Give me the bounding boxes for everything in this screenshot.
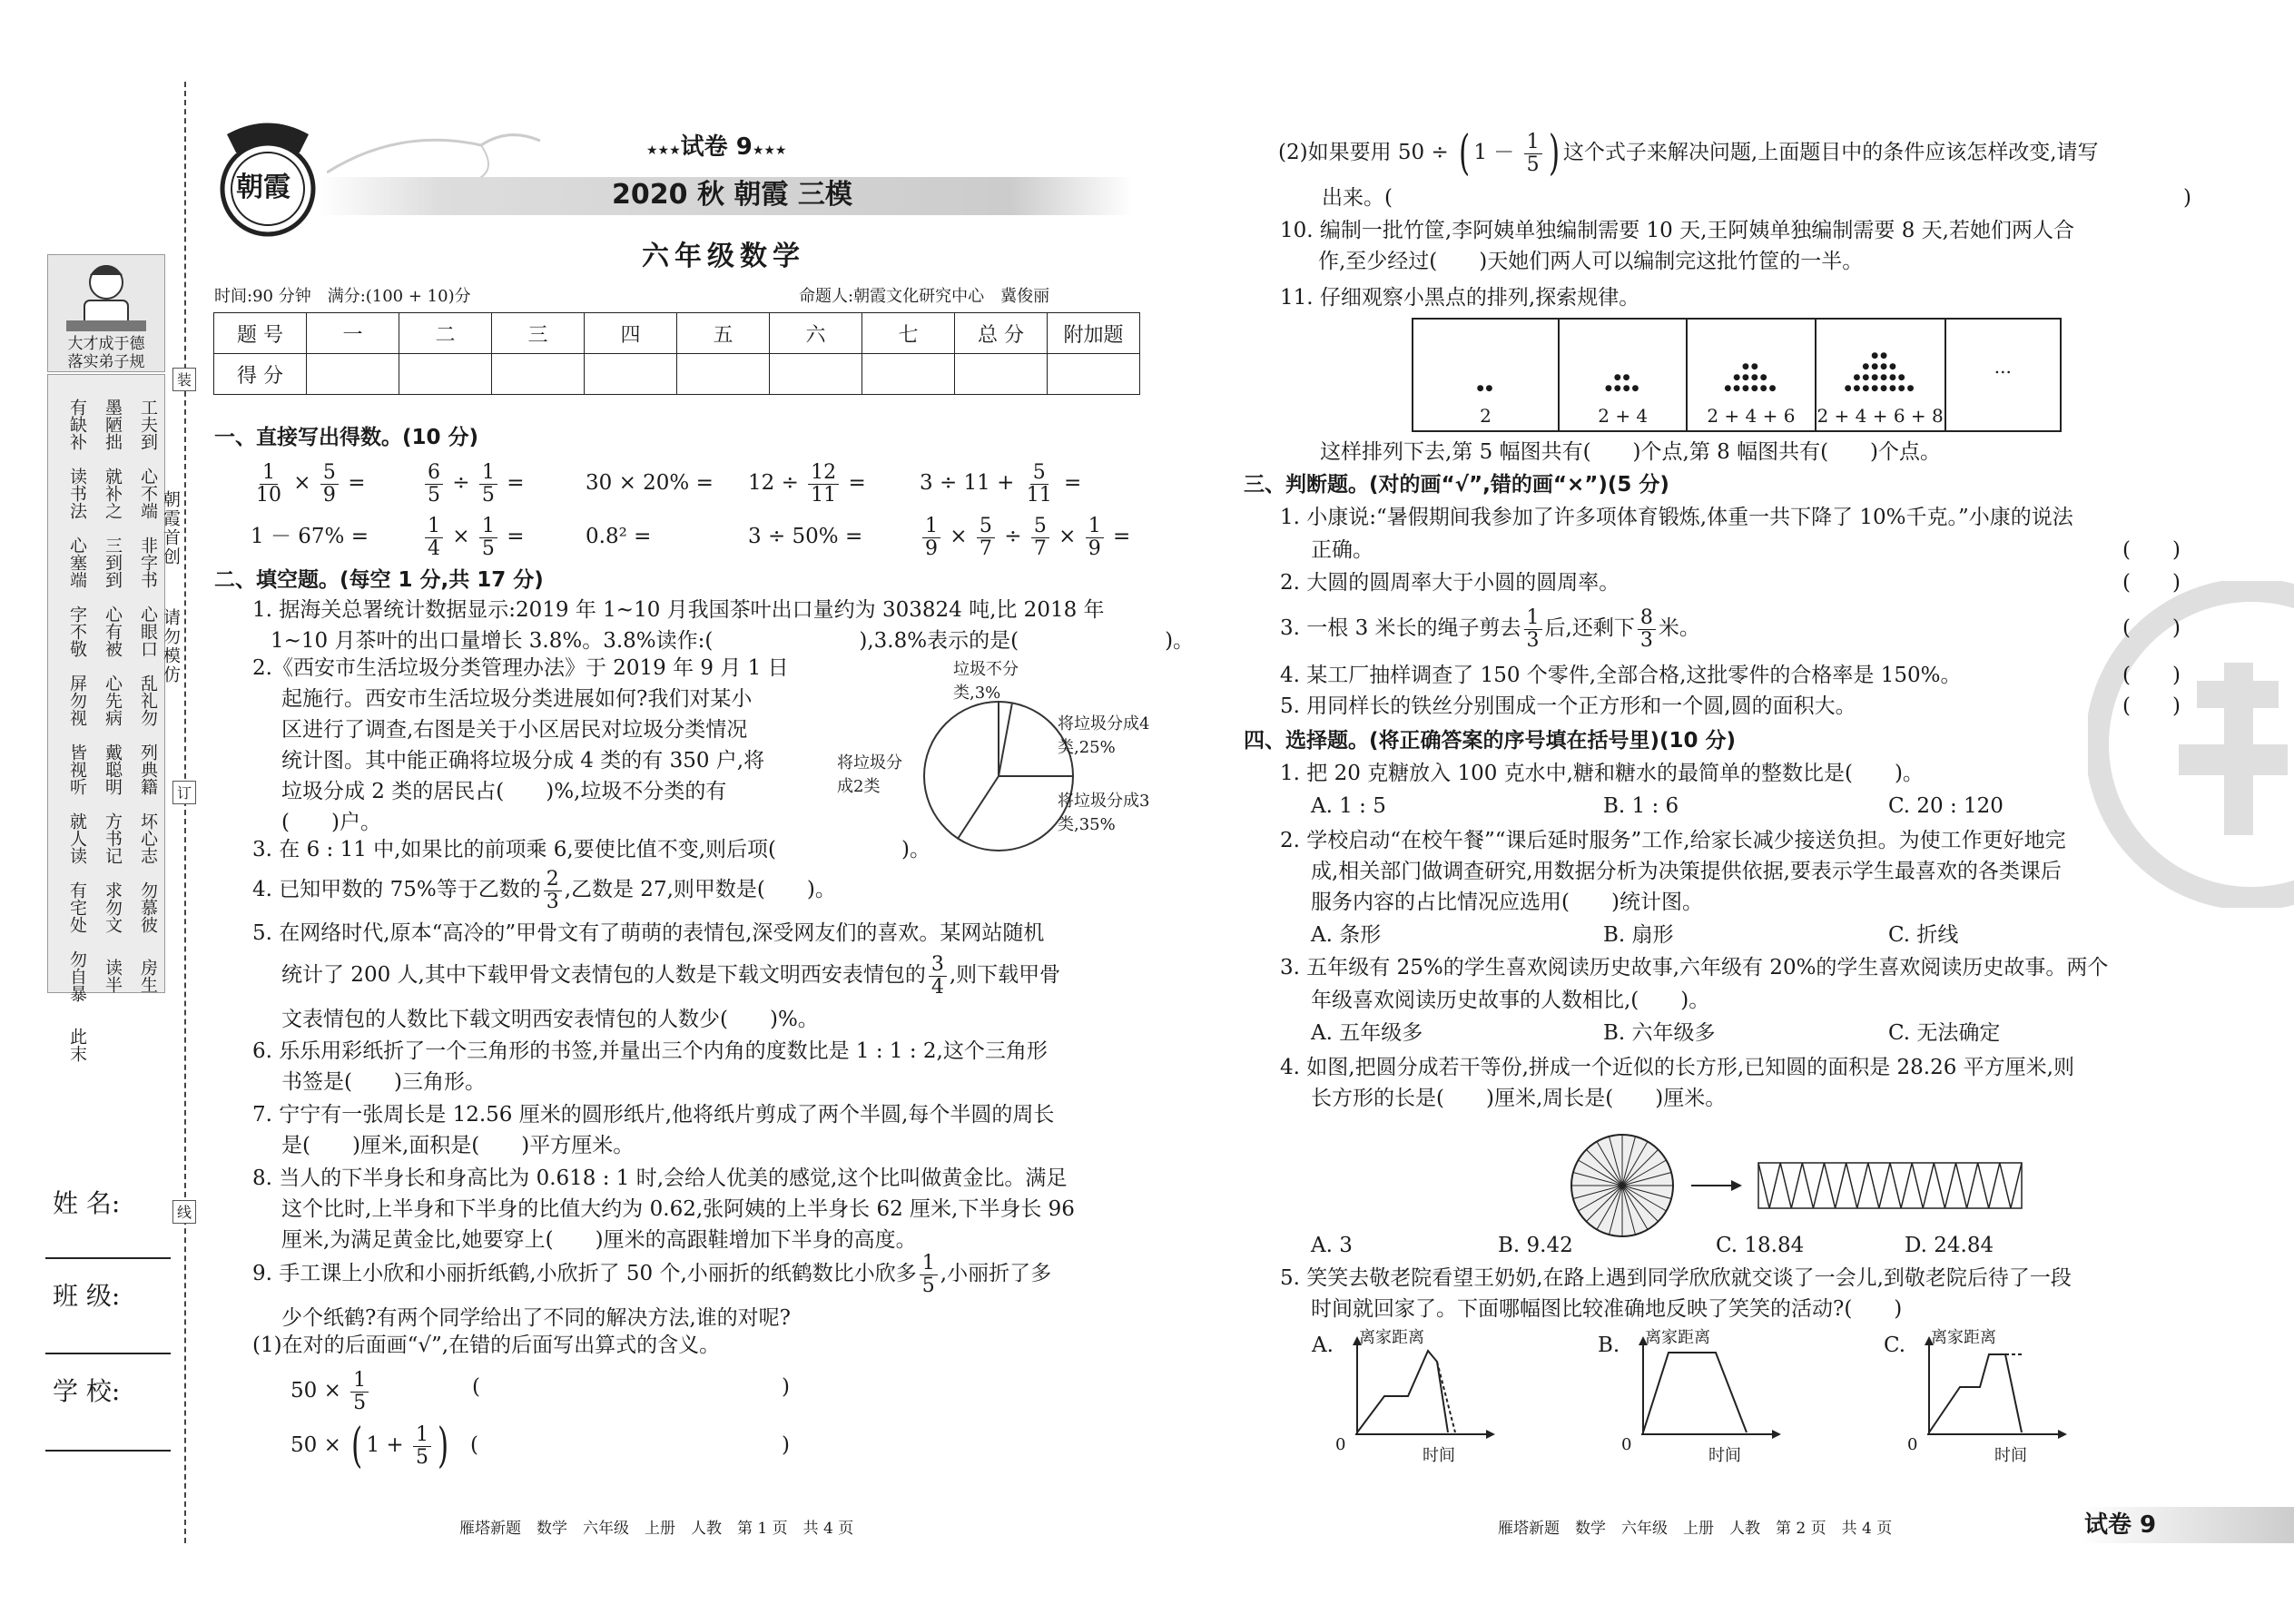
proverb-cell: 列典籍	[138, 743, 158, 795]
choice-4-line2: 长方形的长是( )厘米,周长是( )厘米。	[1311, 1087, 1727, 1110]
graph-option-letter[interactable]: A.	[1312, 1334, 1334, 1357]
proverb-cell: 心不端	[138, 467, 158, 519]
choice-5-line2: 时间就回家了。下面哪幅图比较准确地反映了笑笑的活动?( )	[1311, 1297, 1903, 1321]
judge-1-line2: 正确。	[1311, 538, 1373, 562]
score-header-cell: 六	[770, 313, 862, 354]
author-info: 命题人:朝霞文化研究中心 冀俊丽	[799, 287, 1050, 306]
proverb-cell: 就人读	[67, 812, 87, 864]
q1-line2: 1~10 月茶叶的出口量增长 3.8%。3.8%读作:( ),3.8%表示的是( )。	[271, 629, 1195, 653]
series-label	[646, 133, 786, 165]
dot-label: ...	[1994, 356, 2012, 378]
q10-line2: 作,至少经过( )天她们两人可以编制完这批竹筐的一半。	[1318, 250, 1864, 273]
exam-title: 2020 秋 朝霞 三模	[612, 179, 852, 211]
graph-x-label: 时间	[1423, 1446, 1455, 1465]
calc-8: 0.8² =	[586, 525, 652, 548]
proverb-cell: 屏勿视	[67, 674, 87, 726]
q11: 11. 仔细观察小黑点的排列,探索规律。	[1280, 286, 1640, 310]
choice-4-opt-a[interactable]: A. 3	[1311, 1234, 1353, 1257]
choice-2-opt-c[interactable]: C. 折线	[1888, 923, 1959, 947]
vertical-note-2: 请勿模仿	[161, 608, 181, 684]
proverb-cell: 有缺补	[67, 398, 87, 450]
score-row-label: 得 分	[214, 354, 307, 395]
choice-3-opt-a[interactable]: A. 五年级多	[1311, 1021, 1423, 1045]
binding-mark-2: 订	[172, 781, 196, 804]
pie-chart	[917, 694, 1080, 858]
q3: 3. 在 6 : 11 中,如果比的前项乘 6,要使比值不变,则后项( )。	[252, 838, 930, 861]
q2-line6: ( )户。	[281, 811, 381, 834]
proverb-cell: 皆视听	[67, 743, 87, 795]
proverb-cell: 勿自暴	[67, 950, 87, 1002]
score-header-cell: 七	[862, 313, 955, 354]
calc-5-prefix: 3 ÷ 11 +	[920, 471, 1015, 495]
proverb-cell: 戴聪明	[103, 743, 123, 795]
dot-cell	[1413, 320, 1560, 430]
q4-prefix: 4. 已知甲数的 75%等于乙数的	[252, 878, 541, 901]
section4-title: 四、选择题。(将正确答案的序号填在括号里)(10 分)	[1244, 729, 1737, 753]
choice-1-opt-a[interactable]: A. 1 : 5	[1311, 794, 1386, 818]
q5-line1: 5. 在网络时代,原本“高冷的”甲骨文有了萌萌的表情包,深受网友们的喜欢。某网站随机	[252, 921, 1045, 945]
choice-5-line1: 5. 笑笑去敬老院看望王奶奶,在路上遇到同学欣欣就交谈了一会儿,到敬老院后待了一段	[1280, 1266, 2072, 1290]
choice-4-opt-d[interactable]: D. 24.84	[1905, 1234, 1994, 1257]
graph-y-label: 离家距离	[1359, 1328, 1424, 1347]
time-info: 时间:90 分钟 满分:(100 + 10)分	[214, 287, 471, 306]
proverb-cell: 方书记	[103, 812, 123, 864]
proverb-cell: 心先病	[103, 674, 123, 726]
choice-1-opt-c[interactable]: C. 20 : 120	[1888, 794, 2004, 818]
score-header-cell: 二	[399, 313, 492, 354]
proverb-cell: 三到到	[103, 536, 123, 588]
q5-line2: 统计了 200 人,其中下载甲骨文表情包的人数是下载文明西安表情包的 $\frac{3}{4}$ ,则下载甲骨	[281, 952, 1061, 999]
distance-time-graph	[1911, 1334, 2074, 1452]
judge-5: 5. 用同样长的铁丝分别围成一个正方形和一个圆,圆的面积大。	[1280, 694, 1856, 718]
proverb-cell: 心塞端	[67, 536, 87, 588]
calc-7: $\frac{1}{4}$ × $\frac{1}{5}$ =	[422, 511, 525, 562]
proverb-cell: 勿慕彼	[138, 881, 158, 933]
choice-2-opt-b[interactable]: B. 扇形	[1603, 923, 1674, 947]
q9-part2-tail: 这个式子来解决问题,上面题目中的条件应该怎样改变,请写	[1562, 141, 2099, 164]
graph-origin: 0	[1621, 1435, 1632, 1454]
section2-title: 二、填空题。(每空 1 分,共 17 分)	[214, 568, 544, 592]
q4: 4. 已知甲数的 75%等于乙数的 $\frac{2}{3}$ ,乙数是 27,则甲数是( )。	[252, 867, 836, 913]
judge-3-b: 后,还剩下	[1544, 616, 1635, 640]
dot-group: ●● ●●●●	[1604, 373, 1641, 393]
calc-3: 30 × 20% =	[586, 471, 714, 495]
score-header-cell: 三	[492, 313, 585, 354]
q9-part2-prefix: (2)如果要用 50 ÷	[1278, 141, 1449, 164]
q9-line1: 9. 手工课上小欣和小丽折纸鹤,小欣折了 50 个,小丽折的纸鹤数比小欣多 $\frac{1}{5}$ ,小丽折了多	[252, 1251, 1052, 1297]
judge-5-answer[interactable]: ( )	[2122, 694, 2181, 718]
choice-3-line2: 年级喜欢阅读历史故事的人数相比,( )。	[1311, 989, 1710, 1012]
dot-label: 2 + 4 + 6 + 8	[1816, 405, 1944, 427]
proverb-cell: 工夫到	[138, 398, 158, 450]
school-field[interactable]	[45, 1450, 171, 1452]
calc-4: 12 ÷ $\frac{12}{11}$ =	[748, 460, 866, 507]
dashed-binding-line	[184, 82, 186, 1543]
q5-line2-tail: ,则下载甲骨	[949, 963, 1061, 987]
mascot-box	[47, 254, 165, 372]
choice-1: 1. 把 20 克糖放入 100 克水中,糖和糖水的最简单的整数比是( )。	[1280, 762, 1924, 785]
score-input-cell[interactable]	[399, 354, 492, 395]
proverb-cell: 房生	[138, 959, 158, 993]
proverb-cell: 读半	[103, 959, 123, 993]
graph-option-letter[interactable]: C.	[1884, 1334, 1906, 1357]
q4-suffix: ,乙数是 27,则甲数是( )。	[564, 878, 836, 901]
choice-2-line3: 服务内容的占比情况应选用( )统计图。	[1311, 891, 1703, 914]
score-header-cell: 五	[677, 313, 770, 354]
choice-2-line2: 成,相关部门做调查研究,用数据分析为决策提供依据,要表示学生最喜欢的各类课后	[1311, 860, 2062, 883]
binding-mark-3: 线	[172, 1200, 196, 1224]
judge-2-answer[interactable]: ( )	[2122, 571, 2181, 595]
judge-3-c: 米。	[1658, 616, 1700, 640]
class-label: 班 级:	[53, 1281, 121, 1311]
q9-answer-1[interactable]: ( )	[472, 1375, 790, 1399]
judge-3: 3. 一根 3 米长的绳子剪去 $\frac{1}{3}$ 后,还剩下 $\frac{8}{3}$ 米。	[1280, 605, 1700, 652]
q9-method-2: 50 × ( 1 + $\frac{1}{5}$ )	[290, 1419, 449, 1473]
footer-left: 雁塔新题 数学 六年级 上册 人教 第 1 页 共 4 页	[459, 1520, 854, 1538]
choice-3-opt-b[interactable]: B. 六年级多	[1603, 1021, 1716, 1045]
proverb-cell: 求勿文	[103, 881, 123, 933]
q8-line1: 8. 当人的下半身长和身高比为 0.618 : 1 时,会给人优美的感觉,这个比叫做黄金比。满足	[252, 1166, 1068, 1190]
q2-line2: 起施行。西安市生活垃圾分类进展如何?我们对某小	[281, 687, 753, 711]
score-input-cell[interactable]	[492, 354, 585, 395]
score-header-cell: 题 号	[214, 313, 307, 354]
dot-label: 2	[1480, 405, 1492, 427]
dot-cell	[1946, 320, 2060, 430]
binding-mark-1: 装	[172, 368, 196, 391]
choice-4-line1: 4. 如图,把圆分成若干等份,拼成一个近似的长方形,已知圆的面积是 28.26 平方厘米,则	[1280, 1056, 2074, 1079]
q5-line3: 文表情包的人数比下载文明西安表情包的人数少( )%。	[281, 1008, 819, 1031]
calc-6: 1 － 67% =	[251, 525, 369, 548]
proverb-cell: 墨陋拙	[103, 398, 123, 450]
q6-line1: 6. 乐乐用彩纸折了一个三角形的书签,并量出三个内角的度数比是 1 : 1 : 2,这个三角形	[252, 1039, 1048, 1063]
footer-right: 雁塔新题 数学 六年级 上册 人教 第 2 页 共 4 页	[1498, 1520, 1893, 1538]
binding-strip	[0, 0, 191, 1624]
vertical-note-1: 朝霞首创	[161, 490, 181, 566]
calc-5: 3 ÷ 11 + $\frac{5}{11}$ =	[920, 460, 1082, 507]
q7-line2: 是( )厘米,面积是( )平方厘米。	[281, 1134, 635, 1157]
score-table	[213, 312, 1140, 395]
graph-y-label: 离家距离	[1645, 1328, 1710, 1347]
watermark-seal	[2088, 581, 2294, 908]
proverb-cell: 此末	[67, 1028, 87, 1062]
judge-4: 4. 某工厂抽样调查了 150 个零件,全部合格,这批零件的合格率是 150%。	[1280, 664, 1962, 687]
dot-group: ●●	[1476, 384, 1495, 393]
q9-method-1: 50 × $\frac{1}{5}$	[290, 1363, 371, 1418]
score-input-cell[interactable]	[955, 354, 1048, 395]
score-header-cell: 总 分	[955, 313, 1048, 354]
score-input-cell[interactable]	[862, 354, 955, 395]
proverb-cell: 坏心志	[138, 812, 158, 864]
q8-line2: 这个比时,上半身和下半身的比值大约为 0.62,张阿姨的上半身长 62 厘米,下半身长 96	[281, 1197, 1075, 1221]
calc-10: $\frac{1}{9}$ × $\frac{5}{7}$ ÷ $\frac{5}{7}$ × $\frac{1}{9}$ =	[920, 511, 1130, 562]
proverb-cell: 字不敬	[67, 605, 87, 657]
distance-time-graph	[1625, 1334, 1788, 1452]
score-header-cell: 四	[585, 313, 677, 354]
pie-label-3: 将垃圾分成3类,35%	[1058, 792, 1150, 834]
section3-title: 三、判断题。(对的画“√”,错的画“×”)(5 分)	[1244, 473, 1669, 497]
section1-title: 一、直接写出得数。(10 分)	[214, 426, 479, 449]
proverb-box	[47, 374, 165, 1062]
star-icon: ★★★	[646, 143, 681, 158]
q9-line1-text: 9. 手工课上小欣和小丽折纸鹤,小欣折了 50 个,小丽折的纸鹤数比小欣多	[252, 1262, 917, 1285]
calc-2: $\frac{6}{5}$ ÷ $\frac{1}{5}$ =	[422, 458, 525, 508]
motto-line-1: 大才成于德	[67, 335, 145, 353]
judge-4-answer[interactable]: ( )	[2122, 664, 2181, 687]
proverb-cell: 有宅处	[67, 881, 87, 933]
q2-line3: 区进行了调查,右图是关于小区居民对垃圾分类情况	[281, 718, 748, 742]
q9-line1-tail: ,小丽折了多	[940, 1262, 1052, 1285]
score-input-cell[interactable]	[307, 354, 399, 395]
q9-line2: 少个纸鹤?有两个同学给出了不同的解决方法,谁的对呢?	[281, 1306, 791, 1330]
series-text: 试卷 9	[680, 133, 753, 161]
pie-label-none: 垃圾不分类,3%	[953, 660, 1019, 703]
judge-1-answer[interactable]: ( )	[2122, 538, 2181, 562]
choice-3-opt-c[interactable]: C. 无法确定	[1888, 1021, 2001, 1045]
q9-part2-line1: (2)如果要用 50 ÷ ( 1 － $\frac{1}{5}$ ) 这个式子来解决问题,上面题目中的条件应该怎样改变,请写	[1278, 126, 2099, 181]
subject-title: 六年级数学	[642, 241, 805, 272]
q5-line2-text: 统计了 200 人,其中下载甲骨文表情包的人数是下载文明西安表情包的	[281, 963, 926, 987]
logo-badge: 朝霞	[236, 172, 290, 203]
choice-2-opt-a[interactable]: A. 条形	[1311, 923, 1382, 947]
proverb-cell: 心有被	[103, 605, 123, 657]
proverb-cell: 乱礼勿	[138, 674, 158, 726]
pie-label-2: 将垃圾分成2类	[837, 753, 902, 796]
proverb-cell: 非字书	[138, 536, 158, 588]
q7-line1: 7. 宁宁有一张周长是 12.56 厘米的圆形纸片,他将纸片剪成了两个半圆,每个半圆的周长	[252, 1103, 1055, 1127]
dot-label: 2 + 4	[1598, 405, 1649, 427]
distance-time-graph	[1339, 1334, 1502, 1452]
proverb-cell: 读书法	[67, 467, 87, 519]
circle-to-rectangle-diagram	[1566, 1131, 2038, 1240]
dot-group: ●● ●●●● ●●●●●●	[1724, 362, 1778, 393]
name-field[interactable]	[45, 1257, 171, 1259]
q1-line1: 1. 据海关总署统计数据显示:2019 年 1~10 月我国茶叶出口量约为 303824 吨,比 2018 年	[252, 598, 1105, 622]
q2-line5: 垃圾分成 2 类的居民占( )%,垃圾不分类的有	[281, 780, 727, 803]
dot-label: 2 + 4 + 6	[1707, 405, 1796, 427]
mascot-icon	[48, 255, 164, 337]
q9-answer-2[interactable]: ( )	[470, 1433, 790, 1457]
star-icon: ★★★	[752, 143, 787, 158]
graph-x-label: 时间	[1994, 1446, 2027, 1465]
q8-line3: 厘米,为满足黄金比,她要穿上( )厘米的高跟鞋增加下半身的高度。	[281, 1228, 917, 1252]
dot-group: ●● ●●●● ●●●●●● ●●●●●●●●	[1844, 351, 1916, 393]
proverb-cell: 就补之	[103, 467, 123, 519]
score-header-cell: 一	[307, 313, 399, 354]
q2-line1: 2.《西安市生活垃圾分类管理办法》于 2019 年 9 月 1 日	[252, 656, 789, 680]
calc-4-prefix: 12 ÷	[748, 471, 799, 495]
graph-y-label: 离家距离	[1931, 1328, 1996, 1347]
school-label: 学 校:	[53, 1376, 121, 1406]
judge-1-line1: 1. 小康说:“暑假期间我参加了许多项体育锻炼,体重一共下降了 10%千克。”小康的说法	[1280, 506, 2073, 529]
choice-3-line1: 3. 五年级有 25%的学生喜欢阅读历史故事,六年级有 20%的学生喜欢阅读历史故事。两个	[1280, 956, 2109, 979]
dot-pattern-table	[1412, 318, 2062, 432]
q9-part2-line2[interactable]: 出来。( )	[1322, 186, 2191, 210]
dot-cell	[1688, 320, 1816, 430]
pie-label-4: 将垃圾分成4类,25%	[1058, 714, 1150, 757]
graph-option-letter[interactable]: B.	[1598, 1334, 1620, 1357]
graph-x-label: 时间	[1708, 1446, 1741, 1465]
score-input-cell[interactable]	[677, 354, 770, 395]
motto-line-2: 落实弟子规	[67, 353, 145, 371]
q6-line2: 书签是( )三角形。	[281, 1070, 486, 1094]
choice-4-opt-c[interactable]: C. 18.84	[1716, 1234, 1805, 1257]
dot-cell	[1816, 320, 1946, 430]
class-field[interactable]	[45, 1353, 171, 1354]
footer-badge: 试卷 9	[2084, 1511, 2157, 1539]
judge-3-answer[interactable]: ( )	[2122, 616, 2181, 640]
graph-origin: 0	[1335, 1435, 1346, 1454]
q9-part2-line2-text: 出来。(	[1322, 186, 1393, 210]
score-input-cell[interactable]	[585, 354, 677, 395]
score-header-cell: 附加题	[1048, 313, 1140, 354]
judge-2: 2. 大圆的圆周率大于小圆的圆周率。	[1280, 571, 1620, 595]
q9-line3: (1)在对的后面画“√”,在错的后面写出算式的含义。	[252, 1334, 721, 1357]
judge-3-a: 3. 一根 3 米长的绳子剪去	[1280, 616, 1521, 640]
proverb-cell: 心眼口	[138, 605, 158, 657]
score-input-cell[interactable]	[770, 354, 862, 395]
choice-1-opt-b[interactable]: B. 1 : 6	[1603, 794, 1679, 818]
choice-4-opt-b[interactable]: B. 9.42	[1498, 1234, 1573, 1257]
q2-line4: 统计图。其中能正确将垃圾分成 4 类的有 350 户,将	[281, 749, 765, 773]
score-input-cell[interactable]	[1048, 354, 1140, 395]
choice-2-line1: 2. 学校启动“在校午餐”“课后延时服务”工作,给家长减少接送负担。为使工作更好地完	[1280, 829, 2066, 852]
dot-cell	[1560, 320, 1688, 430]
calc-1: $\frac{1}{10}$ × $\frac{5}{9}$ =	[256, 460, 366, 507]
name-label: 姓 名:	[53, 1188, 121, 1218]
graph-origin: 0	[1907, 1435, 1918, 1454]
calc-9: 3 ÷ 50% =	[748, 525, 863, 548]
q10-line1: 10. 编制一批竹筐,李阿姨单独编制需要 10 天,王阿姨单独编制需要 8 天,若她们两人合	[1280, 219, 2074, 242]
q11-answer: 这样排列下去,第 5 幅图共有( )个点,第 8 幅图共有( )个点。	[1320, 440, 1942, 464]
